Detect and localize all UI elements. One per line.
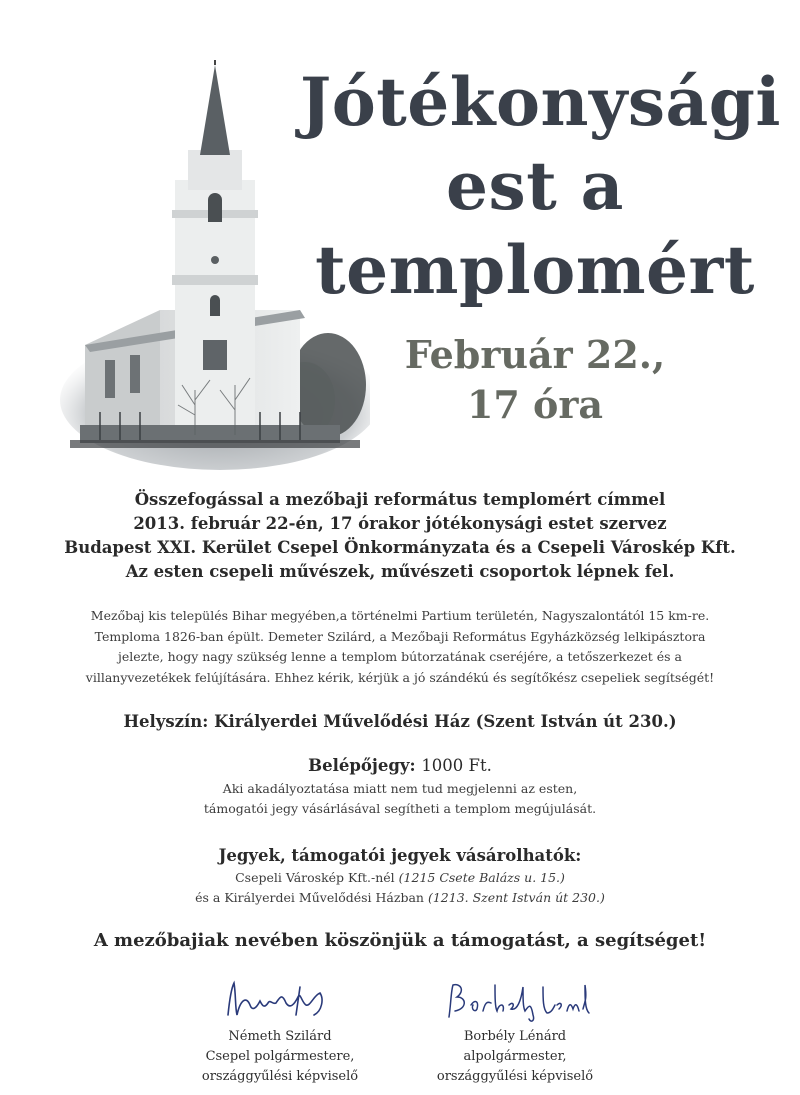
signer-borbely-role-1: alpolgármester, bbox=[463, 1049, 567, 1064]
ticket-note-line-2: támogatói jegy vásárlásával segítheti a templom megújulását. bbox=[203, 801, 597, 816]
signer-nemeth-name: Németh Szilárd bbox=[228, 1029, 332, 1044]
ticket-label: Belépőjegy: bbox=[308, 756, 416, 775]
intro-line-3: Budapest XXI. Kerület Csepel Önkormányzata és a Csepeli Városkép Kft. bbox=[64, 538, 736, 557]
intro-block bbox=[40, 488, 760, 584]
signer-nemeth-role-2: országgyűlési képviselő bbox=[201, 1069, 359, 1084]
ticket-note-line-1: Aki akadályoztatása miatt nem tud megjelenni az esten, bbox=[222, 781, 578, 796]
purchase-location-2 bbox=[40, 888, 760, 908]
title-line-2: est a bbox=[446, 147, 624, 225]
description-block bbox=[40, 606, 760, 688]
thanks-line: A mezőbajiak nevében köszönjük a támogatást, a segítséget! bbox=[93, 930, 707, 951]
ticket-heading bbox=[40, 754, 760, 778]
date-line-1: Február 22., bbox=[404, 332, 666, 377]
purchase-location-1-address: (1215 Csete Balázs u. 15.) bbox=[398, 870, 565, 885]
signer-nemeth bbox=[150, 975, 410, 1087]
event-date bbox=[370, 330, 700, 430]
date-line-2: 17 óra bbox=[466, 382, 604, 427]
poster-title bbox=[300, 60, 781, 312]
title-line-3: templomért bbox=[315, 231, 755, 309]
venue-line: Helyszín: Királyerdei Művelődési Ház (Szent István út 230.) bbox=[123, 712, 677, 731]
signer-nemeth-role-1: Csepel polgármestere, bbox=[205, 1049, 355, 1064]
intro-line-2: 2013. február 22-én, 17 órakor jótékonysági estet szervez bbox=[133, 514, 667, 533]
purchase-location-2-address: (1213. Szent István út 230.) bbox=[427, 890, 605, 905]
description-line-1: Mezőbaj kis település Bihar megyében,a történelmi Partium területén, Nagyszalontától 15 km-re. bbox=[90, 608, 710, 623]
intro-line-1: Összefogással a mezőbaji református templomért címmel bbox=[134, 490, 666, 509]
purchase-location-1 bbox=[40, 868, 760, 888]
ticket-price: 1000 Ft. bbox=[421, 756, 492, 775]
description-line-4: villanyvezetékek felújítására. Ehhez kérik, kérjük a jó szándékú és segítőkész csepeliek segítségét! bbox=[85, 669, 715, 685]
ticket-note bbox=[40, 779, 760, 819]
intro-line-4: Az esten csepeli művészek, művészeti csoportok lépnek fel. bbox=[125, 562, 675, 581]
purchase-locations bbox=[40, 868, 760, 908]
purchase-heading: Jegyek, támogatói jegyek vásárolhatók: bbox=[218, 846, 582, 865]
signer-borbely bbox=[385, 975, 645, 1087]
purchase-location-2-name: és a Királyerdei Művelődési Házban bbox=[195, 890, 424, 905]
signer-borbely-name: Borbély Lénárd bbox=[463, 1029, 567, 1044]
title-line-1: Jótékonysági bbox=[300, 63, 781, 141]
description-line-3: jelezte, hogy nagy szükség lenne a templom bútorzatának cseréjére, a tetőszerkezet és a bbox=[118, 649, 682, 664]
purchase-location-1-name: Csepeli Városkép Kft.-nél bbox=[235, 870, 395, 885]
signature-borbely-image bbox=[435, 975, 595, 1027]
signature-nemeth-image bbox=[210, 975, 350, 1027]
signer-borbely-role-2: országgyűlési képviselő bbox=[436, 1069, 594, 1084]
description-line-2: Temploma 1826-ban épült. Demeter Szilárd, a Mezőbaji Református Egyházközség lelkipásztora bbox=[94, 628, 706, 644]
